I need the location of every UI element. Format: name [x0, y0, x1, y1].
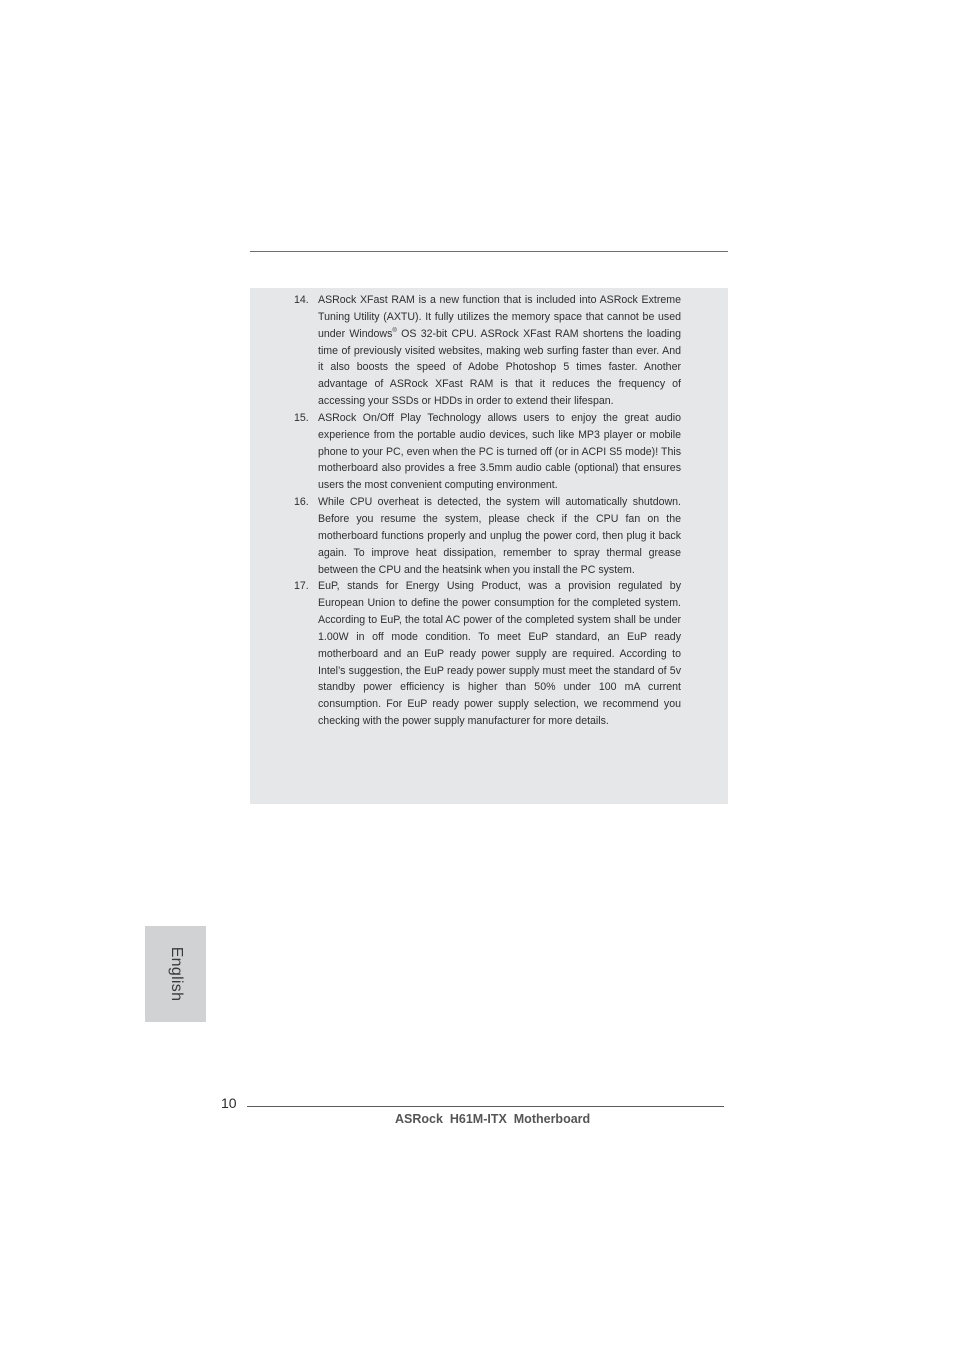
footer-title: ASRock H61M-ITX Motherboard	[395, 1112, 591, 1126]
note-number: 14.	[294, 294, 309, 306]
note-text: While CPU overheat is detected, the system will automatically shutdown. Before you resume the system, please check if the CPU fan on the motherboard functions properly and unplug the power cord, then plug it back again. To improve heat dissipation, remember to spray thermal grease between the CPU and the heatsink when you install the PC system.	[318, 496, 681, 576]
language-tab	[145, 926, 206, 1022]
note-item-16	[294, 494, 681, 578]
language-label: English	[167, 946, 185, 1002]
note-text-part: ASRock XFast RAM is a new function that is included into ASRock Extreme Tuning Utility (AXTU). It fully utilizes the memory space that cannot be used under Windows	[318, 294, 681, 340]
registered-mark: ®	[392, 327, 397, 334]
page-number: 10	[221, 1095, 237, 1111]
note-text-part: OS 32-bit CPU. ASRock XFast RAM shortens the loading time of previously visited websites, making web surfing faster than ever. And it also boosts the speed of Adobe Photoshop 5 times faster. Another advantage of ASRock XFast RAM is that it reduces the frequency of accessing your SSDs or HDDs in order to extend their lifespan.	[318, 327, 681, 408]
note-text	[318, 294, 681, 407]
note-number: 15.	[294, 411, 309, 424]
note-text: ASRock On/Off Play Technology allows users to enjoy the great audio experience from the portable audio devices, such like MP3 player or mobile phone to your PC, even when the PC is turned off (or in ACPI S5 mode)! This motherboard also provides a free 3.5mm audio cable (optional) that ensures users the most convenient computing environment.	[318, 411, 681, 492]
notes-panel	[250, 288, 728, 804]
note-item-17	[294, 578, 681, 730]
note-number: 17.	[294, 580, 309, 593]
note-text: EuP, stands for Energy Using Product, was a provision regulated by European Union to define the power consumption for the completed system. According to EuP, the total AC power of the completed system shall be under 1.00W in off mode condition. To meet EuP standard, an EuP ready motherboard and an EuP ready power supply are required. According to Intel’s suggestion, the EuP ready power supply must meet the standard of 5v standby power efficiency is higher than 50% under 100 mA current consumption. For EuP ready power supply selection, we recommend you checking with the power supply manufacturer for more details.	[318, 580, 681, 728]
note-item-14	[294, 292, 681, 410]
top-divider	[250, 251, 728, 252]
note-number: 16.	[294, 496, 309, 509]
note-item-15	[294, 410, 681, 494]
footer-divider	[247, 1106, 724, 1107]
